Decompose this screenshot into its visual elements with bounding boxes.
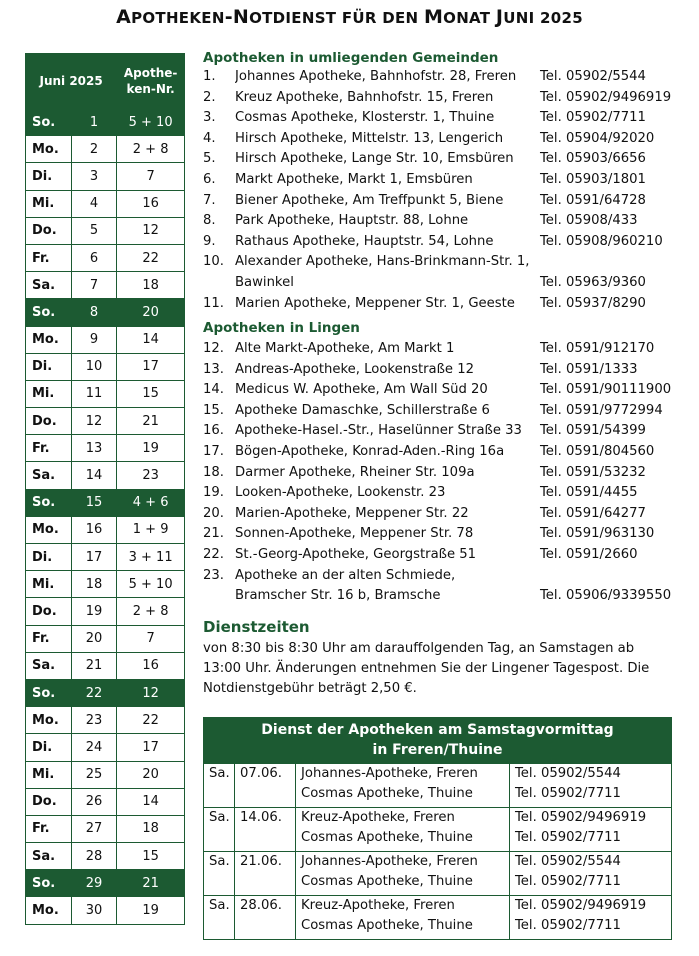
pharmacy-list-item <box>203 170 683 191</box>
calendar-date: 4 <box>71 190 116 217</box>
pharmacy-address: Bawinkel <box>235 274 294 290</box>
calendar-date: 22 <box>71 679 116 706</box>
pharmacy-number: 18. <box>203 464 224 480</box>
pharmacy-phone: Tel. 05902/7711 <box>540 110 646 126</box>
pharmacy-list-item <box>203 463 683 484</box>
samstag-cell <box>296 896 510 939</box>
pharmacy-address: Marien Apotheke, Meppener Str. 1, Geeste <box>235 295 515 311</box>
pharmacy-number <box>203 273 235 294</box>
pharmacy-address: Hirsch Apotheke, Mittelstr. 13, Lengerich <box>235 130 504 146</box>
pharmacy-address: Hirsch Apotheke, Lange Str. 10, Emsbüren <box>235 151 514 167</box>
pharmacy-address: Sonnen-Apotheke, Meppener Str. 78 <box>235 526 474 542</box>
pharmacy-number: 3. <box>203 110 216 126</box>
calendar-pharmacy-nr: 16 <box>117 652 185 679</box>
pharmacy-phone: Tel. 0591/963130 <box>540 526 655 542</box>
pharmacy-phone: Tel. 05906/9339550 <box>540 588 672 604</box>
calendar-date: 18 <box>71 571 116 598</box>
samstag-cell <box>296 808 510 851</box>
calendar-pharmacy-nr: 14 <box>117 326 185 353</box>
calendar-date: 7 <box>71 272 116 299</box>
samstag-cell <box>204 808 235 851</box>
calendar-weekday: Fr. <box>26 435 72 462</box>
calendar-pharmacy-header: Apothe- ken-Nr. <box>117 54 185 109</box>
calendar-pharmacy-nr: 2 + 8 <box>117 136 185 163</box>
samstag-cell <box>235 808 296 851</box>
samstag-cell <box>510 852 671 895</box>
pharmacy-number: 23. <box>203 567 224 583</box>
pharmacy-address: Alexander Apotheke, Hans-Brinkmann-Str. 1, <box>235 254 530 270</box>
pharmacy-list-item <box>203 421 683 442</box>
calendar-weekday: So. <box>26 679 72 706</box>
pharmacy-address: Medicus W. Apotheke, Am Wall Süd 20 <box>235 382 488 398</box>
calendar-row <box>26 462 185 489</box>
pharmacy-phone: Tel. 0591/53232 <box>540 464 646 480</box>
pharmacy-number <box>203 586 235 607</box>
calendar-weekday: So. <box>26 870 72 897</box>
calendar-weekday: Do. <box>26 788 72 815</box>
pharmacy-phone <box>540 566 683 587</box>
calendar-row <box>26 109 185 136</box>
samstag-cell <box>204 896 235 939</box>
samstag-date: 21.06. <box>240 854 282 869</box>
calendar-row <box>26 136 185 163</box>
samstag-pharmacy: Kreuz-Apotheke, Freren <box>301 898 455 913</box>
pharmacy-phone: Tel. 05937/8290 <box>540 295 646 311</box>
page-title: APOTHEKEN-NOTDIENST FÜR DEN MONAT JUNI 2025 <box>116 6 583 28</box>
calendar-month-header: Juni 2025 <box>26 54 117 109</box>
calendar-row <box>26 571 185 598</box>
calendar-pharmacy-nr: 20 <box>117 761 185 788</box>
calendar-weekday: Mo. <box>26 897 72 924</box>
pharmacy-number: 4. <box>203 130 216 146</box>
pharmacy-phone: Tel. 0591/4455 <box>540 485 638 501</box>
calendar-row <box>26 435 185 462</box>
calendar-date: 27 <box>71 815 116 842</box>
pharmacy-phone: Tel. 0591/54399 <box>540 423 646 439</box>
pharmacy-list-item <box>203 442 683 463</box>
pharmacy-address: Cosmas Apotheke, Klosterstr. 1, Thuine <box>235 110 495 126</box>
calendar-date: 20 <box>71 625 116 652</box>
pharmacy-address: Johannes Apotheke, Bahnhofstr. 28, Freren <box>235 69 517 84</box>
samstag-phone: Tel. 05902/5544 <box>515 766 621 781</box>
calendar-pharmacy-nr: 22 <box>117 707 185 734</box>
samstag-day: Sa. <box>209 898 230 913</box>
samstag-pharmacy: Johannes-Apotheke, Freren <box>301 766 478 781</box>
pharmacy-phone: Tel. 05902/9496919 <box>540 89 672 105</box>
calendar-row <box>26 870 185 897</box>
pharmacy-number: 17. <box>203 443 224 459</box>
samstag-phone: Tel. 05902/7711 <box>515 918 621 933</box>
calendar-date: 14 <box>71 462 116 489</box>
pharmacy-address: Marien-Apotheke, Meppener Str. 22 <box>235 505 469 521</box>
pharmacy-list-item <box>203 524 683 545</box>
calendar-pharmacy-nr: 5 + 10 <box>117 571 185 598</box>
pharmacy-phone: Tel. 0591/912170 <box>540 341 655 356</box>
calendar-date: 9 <box>71 326 116 353</box>
pharmacy-number: 15. <box>203 402 224 418</box>
calendar-row <box>26 652 185 679</box>
calendar-row <box>26 843 185 870</box>
samstag-table <box>203 717 672 940</box>
pharmacy-address: Markt Apotheke, Markt 1, Emsbüren <box>235 171 473 187</box>
calendar-weekday: Fr. <box>26 625 72 652</box>
calendar-date: 5 <box>71 217 116 244</box>
pharmacy-list-item <box>203 149 683 170</box>
calendar-date: 13 <box>71 435 116 462</box>
pharmacy-number: 9. <box>203 233 216 249</box>
calendar-weekday: Mi. <box>26 761 72 788</box>
calendar-row <box>26 299 185 326</box>
pharmacy-number: 6. <box>203 171 216 187</box>
samstag-cell <box>235 896 296 939</box>
pharmacy-address: Alte Markt-Apotheke, Am Markt 1 <box>235 341 455 356</box>
calendar-date: 25 <box>71 761 116 788</box>
calendar-weekday: Mo. <box>26 326 72 353</box>
calendar-weekday: Mo. <box>26 707 72 734</box>
pharmacy-list-item <box>203 88 683 109</box>
calendar-row <box>26 788 185 815</box>
umliegend-list <box>203 67 683 314</box>
samstag-date: 14.06. <box>240 810 282 825</box>
calendar-date: 16 <box>71 516 116 543</box>
calendar-date: 21 <box>71 652 116 679</box>
pharmacy-phone: Tel. 0591/64728 <box>540 192 646 208</box>
calendar-date: 26 <box>71 788 116 815</box>
calendar-row <box>26 353 185 380</box>
calendar-row <box>26 163 185 190</box>
calendar-pharmacy-nr: 23 <box>117 462 185 489</box>
pharmacy-address: Kreuz Apotheke, Bahnhofstr. 15, Freren <box>235 89 494 105</box>
calendar-pharmacy-nr: 20 <box>117 299 185 326</box>
calendar-pharmacy-nr: 22 <box>117 244 185 271</box>
calendar-pharmacy-nr: 19 <box>117 897 185 924</box>
pharmacy-phone: Tel. 0591/1333 <box>540 361 638 377</box>
pharmacy-address: Andreas-Apotheke, Lookenstraße 12 <box>235 361 475 377</box>
samstag-cell <box>510 764 671 807</box>
calendar-weekday: So. <box>26 489 72 516</box>
pharmacy-phone: Tel. 05903/1801 <box>540 171 646 187</box>
calendar-row <box>26 625 185 652</box>
calendar-weekday: Do. <box>26 408 72 435</box>
samstag-row <box>204 851 671 895</box>
pharmacy-list-item <box>203 108 683 129</box>
calendar-weekday: So. <box>26 299 72 326</box>
samstag-date: 28.06. <box>240 898 282 913</box>
pharmacy-number: 10. <box>203 254 224 270</box>
calendar-pharmacy-nr: 14 <box>117 788 185 815</box>
calendar-row <box>26 707 185 734</box>
pharmacy-number: 13. <box>203 361 224 377</box>
calendar-pharmacy-nr: 16 <box>117 190 185 217</box>
pharmacy-list-item <box>203 232 683 253</box>
pharmacy-phone: Tel. 05902/5544 <box>540 69 646 84</box>
calendar-row <box>26 489 185 516</box>
samstag-phone: Tel. 05902/7711 <box>515 874 621 889</box>
calendar-row <box>26 679 185 706</box>
pharmacy-list-item <box>203 504 683 525</box>
pharmacy-phone: Tel. 05908/433 <box>540 213 638 229</box>
samstag-pharmacy: Cosmas Apotheke, Thuine <box>301 874 473 889</box>
pharmacy-list-item <box>203 67 683 88</box>
pharmacy-phone <box>540 252 683 273</box>
pharmacy-address: Park Apotheke, Hauptstr. 88, Lohne <box>235 213 469 229</box>
pharmacy-number: 19. <box>203 485 224 501</box>
pharmacy-list-item <box>203 252 683 273</box>
pharmacy-phone: Tel. 0591/9772994 <box>540 402 663 418</box>
calendar-pharmacy-nr: 5 + 10 <box>117 109 185 136</box>
samstag-cell <box>296 764 510 807</box>
calendar-weekday: Mo. <box>26 136 72 163</box>
pharmacy-phone: Tel. 05904/92020 <box>540 130 655 146</box>
calendar-pharmacy-nr: 12 <box>117 679 185 706</box>
samstag-day: Sa. <box>209 854 230 869</box>
calendar-weekday: Mi. <box>26 571 72 598</box>
pharmacy-phone: Tel. 0591/804560 <box>540 443 655 459</box>
samstag-phone: Tel. 05902/7711 <box>515 786 621 801</box>
pharmacy-number: 22. <box>203 546 224 562</box>
calendar-weekday: Do. <box>26 598 72 625</box>
calendar-weekday: Fr. <box>26 815 72 842</box>
calendar-row <box>26 190 185 217</box>
samstag-pharmacy: Johannes-Apotheke, Freren <box>301 854 478 869</box>
pharmacy-address: Biener Apotheke, Am Treffpunkt 5, Biene <box>235 192 504 208</box>
pharmacy-list-item <box>203 191 683 212</box>
pharmacy-phone: Tel. 05908/960210 <box>540 233 663 249</box>
calendar-date: 12 <box>71 408 116 435</box>
samstag-day: Sa. <box>209 766 230 781</box>
dienstzeiten-heading: Dienstzeiten <box>203 618 310 636</box>
calendar-date: 3 <box>71 163 116 190</box>
calendar-date: 28 <box>71 843 116 870</box>
calendar-weekday: Mi. <box>26 380 72 407</box>
samstag-day: Sa. <box>209 810 230 825</box>
calendar-weekday: Di. <box>26 544 72 571</box>
calendar-pharmacy-nr: 7 <box>117 625 185 652</box>
calendar-row <box>26 544 185 571</box>
pharmacy-list-item <box>203 401 683 422</box>
calendar-date: 29 <box>71 870 116 897</box>
calendar-weekday: Sa. <box>26 843 72 870</box>
calendar-weekday: So. <box>26 109 72 136</box>
calendar-pharmacy-nr: 17 <box>117 734 185 761</box>
samstag-phone: Tel. 05902/7711 <box>515 830 621 845</box>
calendar-weekday: Di. <box>26 163 72 190</box>
samstag-phone: Tel. 05902/5544 <box>515 854 621 869</box>
pharmacy-number: 2. <box>203 89 216 105</box>
pharmacy-address: Darmer Apotheke, Rheiner Str. 109a <box>235 464 475 480</box>
pharmacy-list-item <box>203 294 683 315</box>
samstag-row <box>204 895 671 939</box>
calendar-pharmacy-nr: 21 <box>117 870 185 897</box>
samstag-cell <box>204 764 235 807</box>
pharmacy-address: Bramscher Str. 16 b, Bramsche <box>235 588 441 604</box>
pharmacy-number: 8. <box>203 213 216 229</box>
pharmacy-number: 16. <box>203 423 224 439</box>
samstag-phone: Tel. 05902/9496919 <box>515 810 647 825</box>
calendar-pharmacy-nr: 4 + 6 <box>117 489 185 516</box>
pharmacy-address: Bögen-Apotheke, Konrad-Aden.-Ring 16a <box>235 443 505 459</box>
calendar-pharmacy-nr: 15 <box>117 843 185 870</box>
calendar-date: 24 <box>71 734 116 761</box>
calendar-date: 6 <box>71 244 116 271</box>
calendar-row <box>26 408 185 435</box>
calendar-row <box>26 598 185 625</box>
pharmacy-phone: Tel. 05963/9360 <box>540 274 646 290</box>
dienstzeiten-text: von 8:30 bis 8:30 Uhr am darauffolgenden Tag, an Samstagen ab 13:00 Uhr. Änderungen entnehmen Sie der Lingener Tagespost. Die Notdienstgebühr beträgt 2,50 €. <box>203 641 650 696</box>
pharmacy-number: 12. <box>203 341 224 356</box>
pharmacy-list-item <box>203 566 683 587</box>
samstag-cell <box>235 852 296 895</box>
calendar-pharmacy-nr: 12 <box>117 217 185 244</box>
pharmacy-phone: Tel. 0591/90111900 <box>540 382 672 398</box>
samstag-cell <box>296 852 510 895</box>
pharmacy-number: 11. <box>203 295 224 311</box>
calendar-pharmacy-nr: 1 + 9 <box>117 516 185 543</box>
pharmacy-address: Apotheke an der alten Schmiede, <box>235 567 456 583</box>
calendar-pharmacy-nr: 7 <box>117 163 185 190</box>
calendar-weekday: Do. <box>26 217 72 244</box>
calendar-weekday: Di. <box>26 734 72 761</box>
calendar-pharmacy-nr: 17 <box>117 353 185 380</box>
calendar-weekday: Sa. <box>26 652 72 679</box>
pharmacy-address: Rathaus Apotheke, Hauptstr. 54, Lohne <box>235 233 494 249</box>
calendar-row <box>26 734 185 761</box>
calendar-date: 15 <box>71 489 116 516</box>
pharmacy-phone: Tel. 05903/6656 <box>540 151 646 167</box>
pharmacy-list-item <box>203 339 683 360</box>
calendar-date: 11 <box>71 380 116 407</box>
pharmacy-address: Looken-Apotheke, Lookenstr. 23 <box>235 485 446 501</box>
pharmacy-list-item <box>203 360 683 381</box>
calendar-date: 1 <box>71 109 116 136</box>
calendar-row <box>26 244 185 271</box>
samstag-pharmacy: Kreuz-Apotheke, Freren <box>301 810 455 825</box>
calendar-date: 19 <box>71 598 116 625</box>
pharmacy-address: Apotheke-Hasel.-Str., Haselünner Straße 33 <box>235 423 522 439</box>
calendar-row <box>26 897 185 924</box>
pharmacy-address: Apotheke Damaschke, Schillerstraße 6 <box>235 402 490 418</box>
calendar-weekday: Di. <box>26 353 72 380</box>
samstag-cell <box>510 808 671 851</box>
lingen-list <box>203 339 683 607</box>
samstag-cell <box>510 896 671 939</box>
calendar-date: 17 <box>71 544 116 571</box>
pharmacy-list-item <box>203 380 683 401</box>
samstag-date: 07.06. <box>240 766 282 781</box>
calendar-date: 8 <box>71 299 116 326</box>
pharmacy-list-item <box>203 273 683 294</box>
pharmacy-number: 14. <box>203 382 224 398</box>
calendar-row <box>26 815 185 842</box>
calendar-weekday: Mi. <box>26 190 72 217</box>
calendar-row <box>26 326 185 353</box>
pharmacy-list-item <box>203 545 683 566</box>
calendar-weekday: Sa. <box>26 272 72 299</box>
calendar-date: 23 <box>71 707 116 734</box>
pharmacy-number: 20. <box>203 505 224 521</box>
calendar-pharmacy-nr: 15 <box>117 380 185 407</box>
samstag-pharmacy: Cosmas Apotheke, Thuine <box>301 830 473 845</box>
pharmacy-number: 1. <box>203 69 216 84</box>
calendar-pharmacy-nr: 2 + 8 <box>117 598 185 625</box>
pharmacy-phone: Tel. 0591/64277 <box>540 505 646 521</box>
calendar-pharmacy-nr: 19 <box>117 435 185 462</box>
pharmacy-list-item <box>203 586 683 607</box>
calendar-pharmacy-nr: 21 <box>117 408 185 435</box>
calendar-row <box>26 516 185 543</box>
calendar-row <box>26 380 185 407</box>
calendar-row <box>26 217 185 244</box>
calendar-weekday: Fr. <box>26 244 72 271</box>
pharmacy-phone: Tel. 0591/2660 <box>540 546 638 562</box>
samstag-row <box>204 763 671 807</box>
calendar-row <box>26 761 185 788</box>
calendar-date: 30 <box>71 897 116 924</box>
calendar-pharmacy-nr: 18 <box>117 272 185 299</box>
samstag-heading: Dienst der Apotheken am Samstagvormittag in Freren/Thuine <box>204 718 671 763</box>
pharmacy-number: 7. <box>203 192 216 208</box>
calendar-weekday: Mo. <box>26 516 72 543</box>
pharmacy-number: 5. <box>203 151 216 167</box>
pharmacy-address: St.-Georg-Apotheke, Georgstraße 51 <box>235 546 477 562</box>
calendar-weekday: Sa. <box>26 462 72 489</box>
calendar-table <box>25 53 185 925</box>
pharmacy-list-item <box>203 483 683 504</box>
calendar-pharmacy-nr: 18 <box>117 815 185 842</box>
calendar-date: 2 <box>71 136 116 163</box>
samstag-cell <box>204 852 235 895</box>
calendar-date: 10 <box>71 353 116 380</box>
samstag-pharmacy: Cosmas Apotheke, Thuine <box>301 918 473 933</box>
pharmacy-list-item <box>203 211 683 232</box>
samstag-pharmacy: Cosmas Apotheke, Thuine <box>301 786 473 801</box>
pharmacy-list-item <box>203 129 683 150</box>
lingen-heading: Apotheken in Lingen <box>203 320 360 336</box>
pharmacy-number: 21. <box>203 526 224 542</box>
samstag-phone: Tel. 05902/9496919 <box>515 898 647 913</box>
samstag-cell <box>235 764 296 807</box>
umliegend-heading: Apotheken in umliegenden Gemeinden <box>203 50 499 66</box>
calendar-row <box>26 272 185 299</box>
samstag-row <box>204 807 671 851</box>
calendar-pharmacy-nr: 3 + 11 <box>117 544 185 571</box>
